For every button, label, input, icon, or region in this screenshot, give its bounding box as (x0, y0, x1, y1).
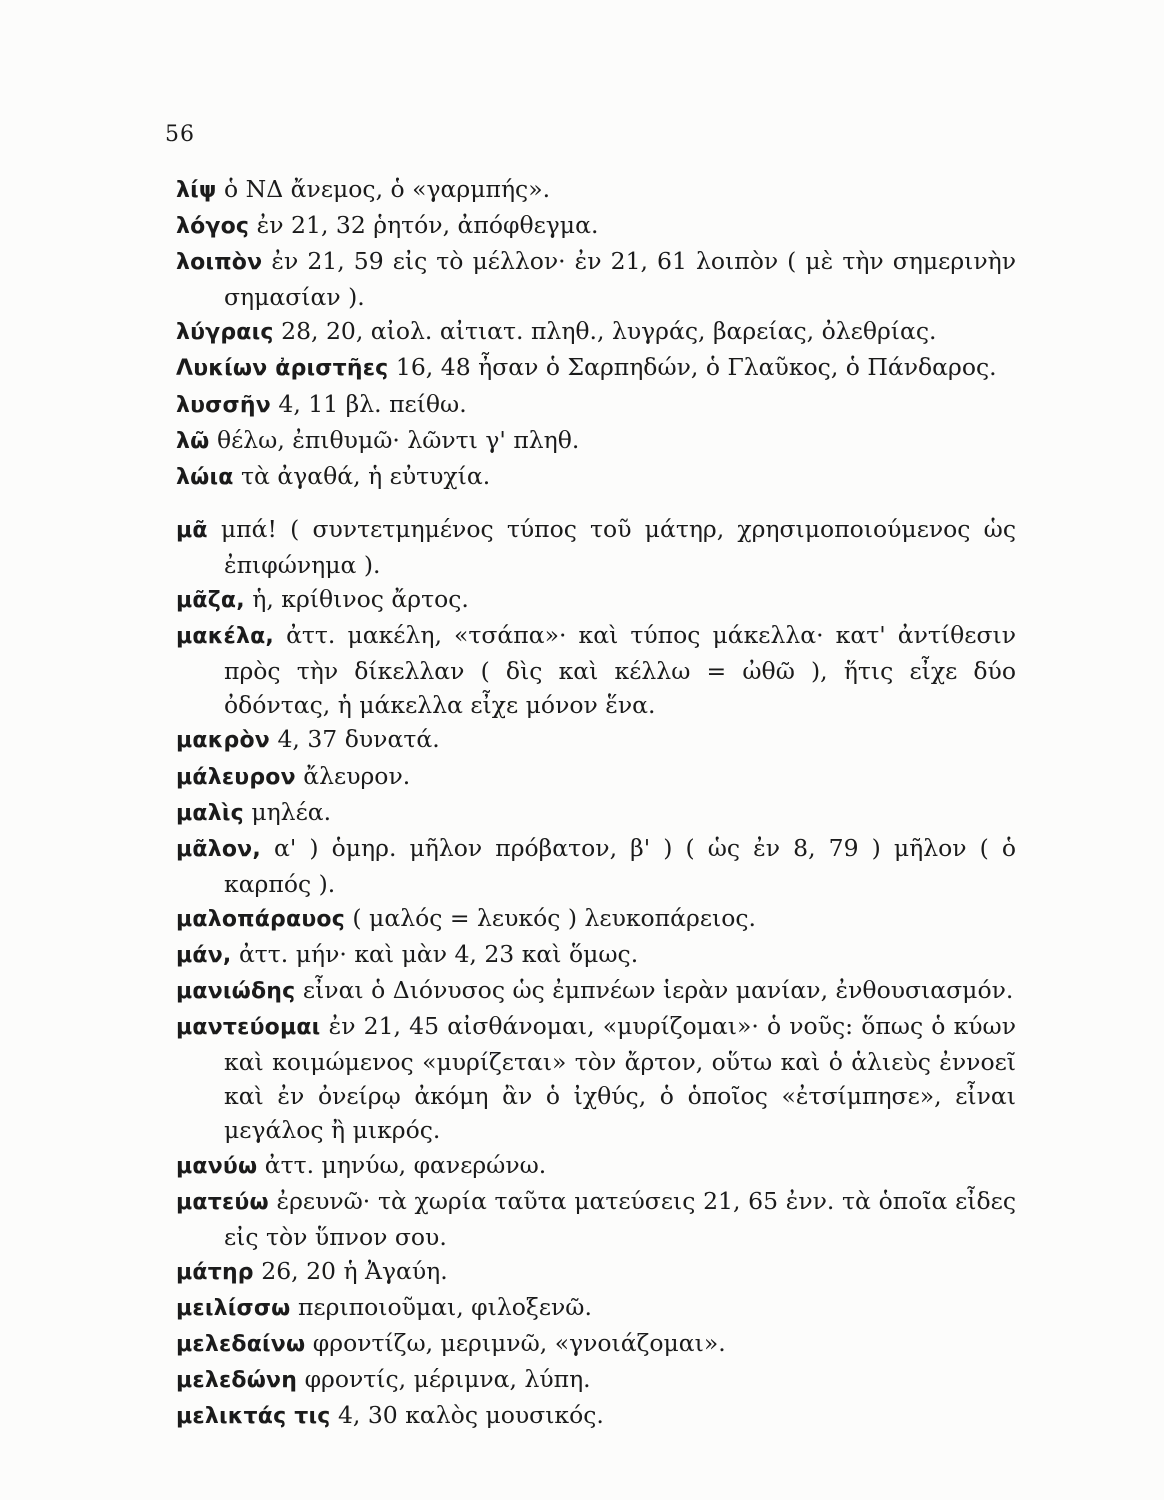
entry-definition: ἐν 21, 32 ῥητόν, ἀπόφθεγμα. (256, 211, 599, 240)
entry-logos (176, 208, 1016, 244)
entry-lemma: μανιώδης (176, 979, 296, 1005)
entry-lyssen (176, 387, 1016, 423)
entry-lemma: ματεύω (176, 1189, 269, 1215)
entry-lemma: λώια (176, 464, 234, 490)
entry-lemma: μάτηρ (176, 1259, 254, 1285)
entry-lemma: μανύω (176, 1153, 258, 1179)
entry-definition: ἀττ. μηνύω, φανερώνω. (264, 1150, 547, 1179)
entry-lipsh (176, 172, 1016, 208)
entry-definition: θέλω, ἐπιθυμῶ· λῶντι γ' πληθ. (216, 425, 580, 454)
entry-definition: 28, 20, αἰολ. αἰτιατ. πληθ., λυγράς, βαρείας, ὀλεθρίας. (281, 317, 937, 346)
glossary-entries (176, 172, 1016, 1434)
entry-definition: ἐν 21, 59 εἰς τὸ μέλλον· ἐν 21, 61 λοιπὸν ( μὲ τὴν σημερινὴν σημασίαν ). (224, 247, 1016, 312)
entry-maloparauos (176, 901, 1016, 937)
entry-lemma: μελικτάς τις (176, 1404, 331, 1430)
entry-lemma: λῶ (176, 428, 210, 454)
entry-lemma: μαλοπάραυος (176, 906, 345, 932)
entry-lemma: μαντεύομαι (176, 1015, 321, 1041)
entry-lemma: λίψ (176, 178, 217, 203)
entry-lemma: μᾶζα, (176, 588, 245, 614)
entry-meliktas-tis (176, 1398, 1016, 1434)
entry-lemma: μᾶλον, (176, 836, 261, 862)
entry-lemma: λυσσῆν (176, 392, 271, 418)
entry-definition: 26, 20 ἡ Ἀγαύη. (261, 1256, 448, 1285)
entry-lemma: μᾶ (176, 517, 208, 543)
entry-definition: ἐν 21, 45 αἰσθάνομαι, «μυρίζομαι»· ὁ νοῦς: ὅπως ὁ κύων καὶ κοιμώμενος «μυρίζεται» τὸν ἄρτον, οὕτω καὶ ὁ ἁλιεὺς ἐννοεῖ καὶ ἐν ὀνείρῳ ἀκόμη ἂν ὁ ἰχθύς, ὁ ὁποῖος «ἐτσίμπησε», εἶναι μεγάλος ἢ μικρός. (224, 1012, 1016, 1145)
entry-definition: μηλέα. (251, 797, 332, 826)
entry-meilisso (176, 1290, 1016, 1326)
entry-lemma: λοιπὸν (176, 250, 263, 276)
entry-makela (176, 618, 1016, 722)
entry-loia (176, 459, 1016, 495)
entry-ma (176, 512, 1016, 582)
entry-meledone (176, 1362, 1016, 1398)
entry-definition: φροντίζω, μεριμνῶ, «γνοιάζομαι». (312, 1329, 726, 1357)
entry-meledaino (176, 1326, 1016, 1362)
entry-lemma: μελεδαίνω (176, 1332, 306, 1357)
entry-definition: 4, 11 βλ. πείθω. (278, 389, 467, 418)
entry-definition: φροντίς, μέριμνα, λύπη. (304, 1365, 591, 1394)
entry-definition: ἀττ. μήν· καὶ μὰν 4, 23 καὶ ὅμως. (238, 939, 639, 968)
entry-malon (176, 831, 1016, 901)
entry-lemma: μάν, (176, 942, 232, 968)
entry-malis (176, 795, 1016, 831)
entry-definition: ( μαλός = λευκός ) λευκοπάρειος. (352, 903, 756, 932)
entry-lemma: μακέλα, (176, 624, 274, 650)
entry-definition: 4, 30 καλὸς μουσικός. (337, 1401, 604, 1430)
page-number: 56 (165, 122, 195, 147)
entry-lemma: μάλευρον (176, 764, 296, 790)
entry-manyo (176, 1148, 1016, 1184)
entry-mateuo (176, 1184, 1016, 1254)
entry-lemma: μειλίσσω (176, 1295, 291, 1321)
entry-loipon (176, 244, 1016, 314)
entry-lemma: μελεδώνη (176, 1368, 298, 1394)
entry-definition: ἐρευνῶ· τὰ χωρία ταῦτα ματεύσεις 21, 65 ἐνν. τὰ ὁποῖα εἶδες εἰς τὸν ὕπνον σου. (224, 1186, 1016, 1251)
entry-definition: μπά! ( συντετμημένος τύπος τοῦ μάτηρ, χρησιμοποιούμενος ὡς ἐπιφώνημα ). (220, 514, 1016, 579)
entry-maleuron (176, 759, 1016, 795)
entry-lykion-aristhes (176, 350, 1016, 386)
entry-definition: περιποιοῦμαι, φιλοξενῶ. (297, 1292, 592, 1321)
entry-definition: τὰ ἀγαθά, ἡ εὐτυχία. (241, 461, 491, 490)
entry-lemma: μαλὶς (176, 800, 244, 826)
entry-lemma: Λυκίων ἀριστῆες (176, 356, 389, 382)
entry-lemma: λόγος (176, 214, 250, 240)
entry-maza (176, 582, 1016, 618)
entry-maniodes (176, 973, 1016, 1009)
entry-definition: ἄλευρον. (303, 761, 411, 790)
entry-makron (176, 722, 1016, 758)
entry-lygrais (176, 314, 1016, 350)
entry-definition: 4, 37 δυνατά. (277, 725, 440, 754)
entry-mater (176, 1254, 1016, 1290)
entry-lemma: μακρὸν (176, 728, 270, 754)
entry-manteuomai (176, 1009, 1016, 1147)
entry-man (176, 937, 1016, 973)
entry-definition: ἡ, κρίθινος ἄρτος. (252, 585, 469, 614)
entry-definition: 16, 48 ἦσαν ὁ Σαρπηδών, ὁ Γλαῦκος, ὁ Πάνδαρος. (395, 353, 997, 382)
entry-lo (176, 423, 1016, 459)
entry-definition: ἀττ. μακέλη, «τσάπα»· καὶ τύπος μάκελλα· κατ' ἀντίθεσιν πρὸς τὴν δίκελλαν ( δὶς καὶ κέλλω = ὠθῶ ), ἥτις εἶχε δύο ὀδόντας, ἡ μάκελλα εἶχε μόνον ἕνα. (224, 621, 1016, 720)
entry-definition: ὁ ΝΔ ἄνεμος, ὁ «γαρμπής». (224, 175, 551, 203)
entry-definition: α' ) ὁμηρ. μῆλον πρόβατον, β' ) ( ὡς ἐν 8, 79 ) μῆλον ( ὁ καρπός ). (224, 833, 1016, 898)
entry-definition: εἶναι ὁ Διόνυσος ὡς ἐμπνέων ἱερὰν μανίαν, ἐνθουσιασμόν. (302, 976, 1014, 1005)
entry-lemma: λύγραις (176, 320, 274, 346)
